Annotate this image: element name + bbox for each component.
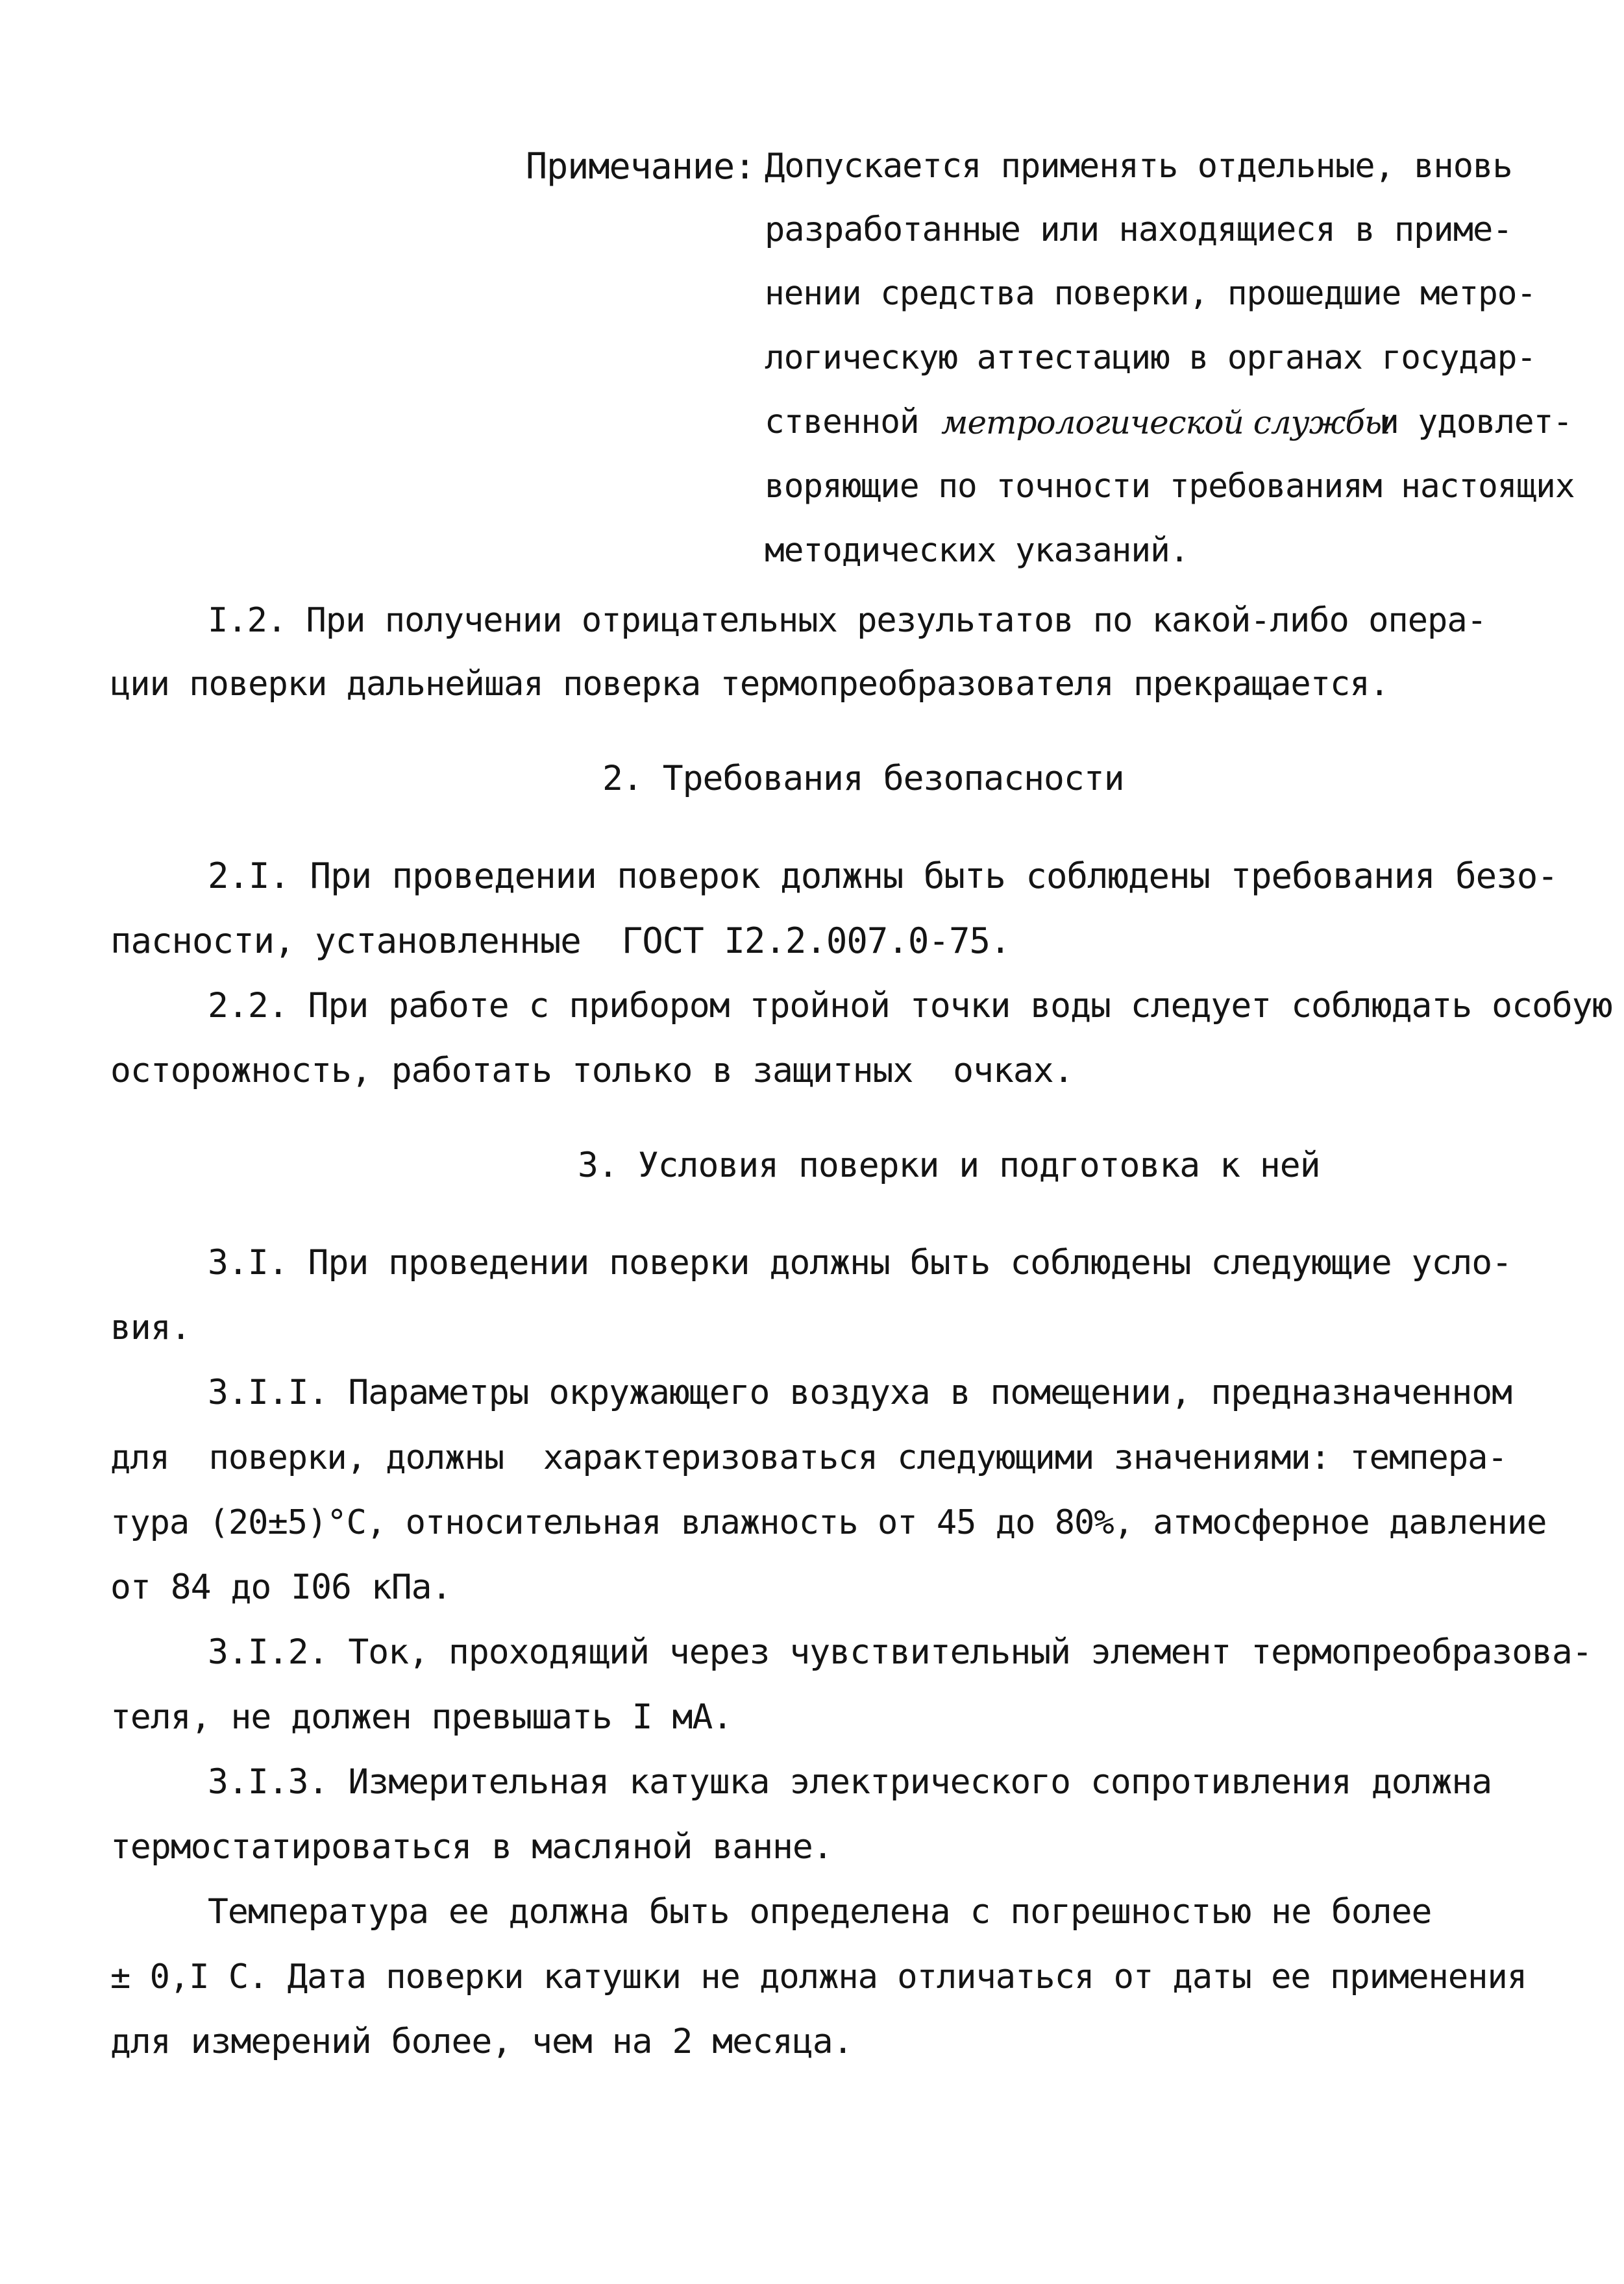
paragraph-3-1-1-line: от 84 до I06 кПа. xyxy=(110,1567,452,1607)
paragraph-3-1-3-line: 3.I.3. Измерительная катушка электрического сопротивления должна xyxy=(208,1762,1492,1802)
paragraph-2-1-line: 2.I. При проведении поверок должны быть соблюдены требования безо- xyxy=(208,855,1558,896)
paragraph-2-2-line: 2.2. При работе с прибором тройной точки воды следует соблюдать особую xyxy=(208,986,1612,1025)
paragraph-2-1-line: пасности, установленные ГОСТ I2.2.007.0-75. xyxy=(110,920,1011,961)
paragraph-3-1-2-line: 3.I.2. Ток, проходящий через чувствительный элемент термопреобразова- xyxy=(208,1632,1592,1672)
note-line: логическую аттестацию в органах государ- xyxy=(765,339,1536,377)
handwritten-insertion: метрологической службы xyxy=(941,404,1390,441)
paragraph-3-1-2-line: теля, не должен превышать I мА. xyxy=(110,1697,733,1737)
note-line: ственной xyxy=(765,403,919,441)
paragraph-1-2-line: I.2. При получении отрицательных результатов по какой-либо опера- xyxy=(208,601,1486,640)
section-3-heading: 3. Условия поверки и подготовка к ней xyxy=(578,1146,1320,1185)
paragraph-1-2-line: ции поверки дальнейшая поверка термопреобразователя прекращается. xyxy=(110,665,1389,704)
paragraph-3-1-3-line: термостатироваться в масляной ванне. xyxy=(110,1827,833,1867)
note-line: нении средства поверки, прошедшие метро- xyxy=(765,275,1536,313)
note-line: разработанные или находящиеся в приме- xyxy=(765,210,1512,249)
note-line: Допускается применять отдельные, вновь xyxy=(765,147,1512,186)
paragraph-3-1-line: вия. xyxy=(110,1308,191,1347)
paragraph-temperature-line: ± 0,I С. Дата поверки катушки не должна отличаться от даты ее применения xyxy=(110,1958,1527,1996)
paragraph-temperature-line: Температура ее должна быть определена с погрешностью не более xyxy=(208,1892,1432,1932)
section-2-heading: 2. Требования безопасности xyxy=(602,759,1124,798)
note-line: воряющие по точности требованиям настоящих xyxy=(765,467,1575,506)
note-line: и удовлет- xyxy=(1379,403,1573,441)
note-label: Примечание: xyxy=(526,145,756,187)
paragraph-3-1-1-line: для поверки, должны характеризоваться следующими значениями: темпера- xyxy=(110,1438,1507,1477)
paragraph-3-1-1-line: тура (20±5)°С, относительная влажность от 45 до 80%, атмосферное давление xyxy=(110,1503,1547,1542)
note-line: методических указаний. xyxy=(765,532,1189,570)
paragraph-2-2-line: осторожность, работать только в защитных очках. xyxy=(110,1051,1074,1090)
paragraph-3-1-line: 3.I. При проведении поверки должны быть соблюдены следующие усло- xyxy=(208,1243,1512,1283)
paragraph-temperature-line: для измерений более, чем на 2 месяца. xyxy=(110,2022,853,2061)
paragraph-3-1-1-line: 3.I.I. Параметры окружающего воздуха в помещении, предназначенном xyxy=(208,1373,1512,1412)
